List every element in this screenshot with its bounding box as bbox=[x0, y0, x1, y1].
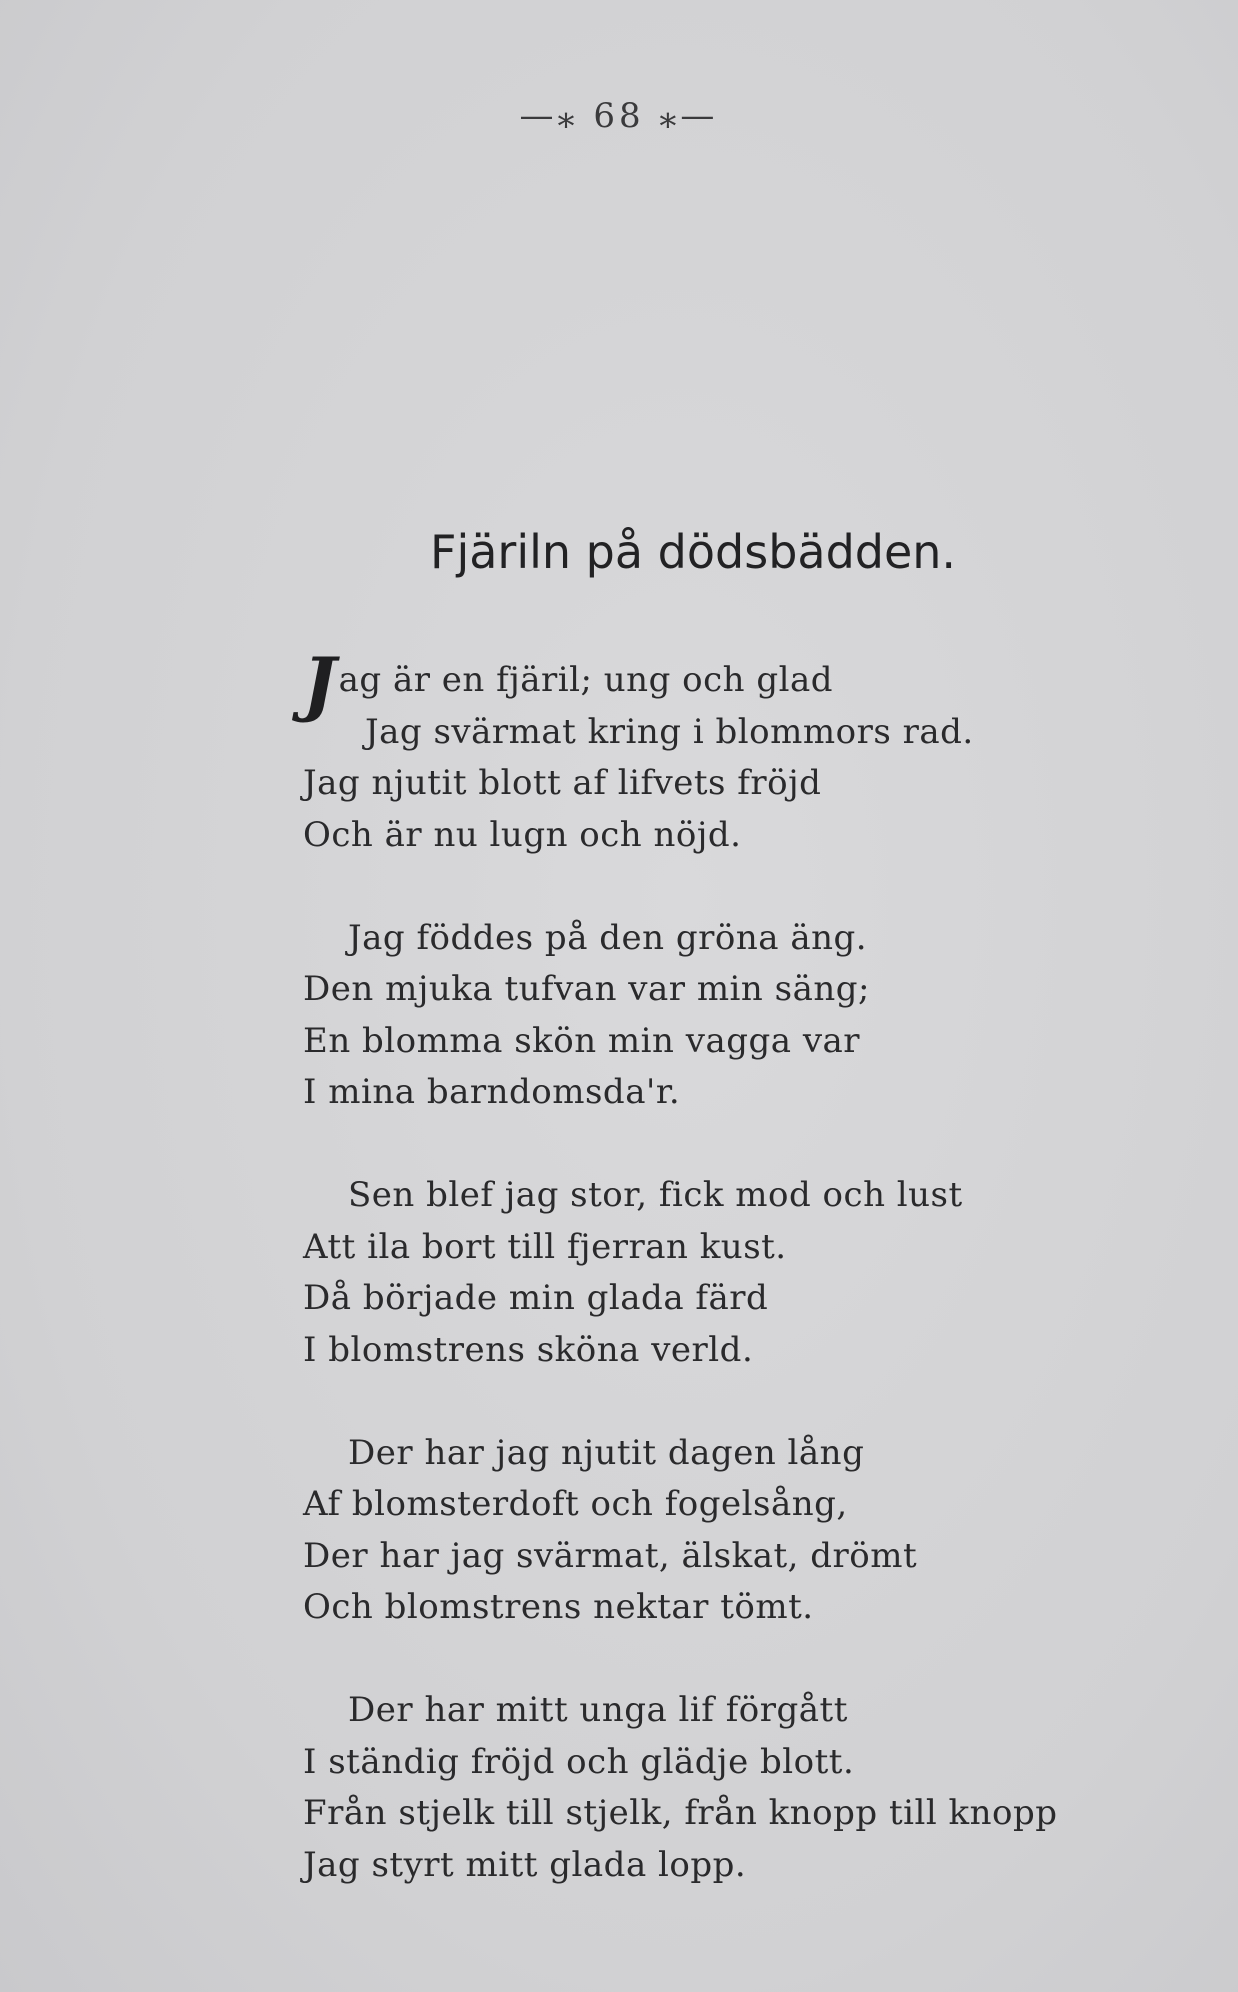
poem-line: Der har jag njutit dagen lång bbox=[348, 1432, 865, 1473]
stanza-1 bbox=[303, 642, 1058, 861]
poem-line: Jag svärmat kring i blommors rad. bbox=[365, 711, 974, 752]
poem-title: Fjäriln på dödsbädden. bbox=[430, 525, 957, 579]
poem-line: I blomstrens sköna verld. bbox=[303, 1329, 754, 1370]
poem-line: Af blomsterdoft och fogelsång, bbox=[303, 1484, 848, 1524]
poem-line: Och är nu lugn och nöjd. bbox=[303, 814, 742, 855]
stanza-2 bbox=[303, 913, 1058, 1119]
poem-line: I ständig fröjd och glädje blott. bbox=[303, 1741, 855, 1782]
stanza-4 bbox=[303, 1428, 1058, 1634]
poem-line: Jag föddes på den gröna äng. bbox=[348, 917, 868, 958]
page-number: —⁎ 68 ⁎— bbox=[519, 96, 719, 136]
poem-line: Den mjuka tufvan var min säng; bbox=[303, 969, 870, 1009]
poem-line: Der har mitt unga lif förgått bbox=[348, 1690, 848, 1730]
poem-body bbox=[303, 642, 1058, 1943]
dropcap-letter: J bbox=[303, 642, 337, 725]
poem-line: En blomma skön min vagga var bbox=[303, 1020, 861, 1061]
poem-line: Jag njutit blott af lifvets fröjd bbox=[303, 763, 822, 803]
stanza-3 bbox=[303, 1170, 1058, 1376]
poem-line: Sen blef jag stor, fick mod och lust bbox=[348, 1175, 963, 1215]
poem-line: Att ila bort till fjerran kust. bbox=[303, 1226, 787, 1267]
stanza-5 bbox=[303, 1685, 1058, 1891]
poem-line: Då började min glada färd bbox=[303, 1278, 769, 1318]
poem-line: Jag styrt mitt glada lopp. bbox=[303, 1844, 747, 1885]
poem-line: Från stjelk till stjelk, från knopp till knopp bbox=[303, 1793, 1058, 1833]
poem-line: I mina barndomsda'r. bbox=[303, 1072, 681, 1112]
poem-line: Der har jag svärmat, älskat, drömt bbox=[303, 1535, 918, 1576]
poem-line: Jag är en fjäril; ung och glad bbox=[303, 642, 834, 725]
poem-line: Och blomstrens nektar tömt. bbox=[303, 1587, 814, 1627]
